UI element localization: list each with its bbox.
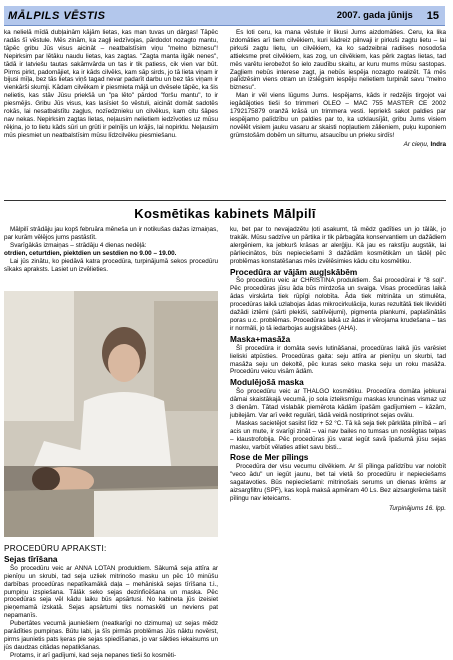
letter-column-left xyxy=(4,29,218,140)
procedure-text: Pubertātes vecumā jauniešiem (neatkarīgi no dzimuma) uz sejas mēdz parādīties pumpiņas. Būtu labi, ja šīs pirmās problēmas Jūs nāktu novērst, pirms jaunietis pats ķeras pie sejas spiedīšanas, jo var sākties iekaisums un jūs daudzas citādas nepatikšanas. xyxy=(4,620,218,651)
letter-column-right xyxy=(230,29,446,149)
signature-label: Ar cieņu, xyxy=(403,140,429,148)
intro-paragraph: Mālpilī strādāju jau kopš februāra mēneša un ir notikušas dažas izmaiņas, par kurām vēlējos jums pastāstīt. xyxy=(4,226,218,241)
procedure-title: Procedūra ar vājām augļskābēm xyxy=(230,266,358,277)
section-divider xyxy=(4,200,446,201)
procedure-text: Protams, ir arī gadījumi, kad seja nepanes tieši šo kosmēti- xyxy=(10,651,177,659)
procedure-text: ku, bet par to nevajadzētu ļoti asakumt, tā mēdz gadīties un jo tālāk, jo trakāk. Mūsu sadzīve un pārtika ir tik pārbagāta konservantiem un dažādiem alergēniem, ka jebkurš krāsas ar alerģiju. Kā jau es rakstīju augstāk, lai pārliecinātos, būs nepieciešami 3 dažādām kosmētikām un tādēļ pēc problēmas konstatēšanas mēs izvēlēsimies kādu citu kosmētiku. xyxy=(230,226,446,265)
intro-paragraph: Svarīgākās izmaiņas – strādāju 4 dienas nedēļā: xyxy=(10,241,147,249)
procedures-column xyxy=(4,541,218,660)
page-header xyxy=(4,6,445,26)
page-number: 15 xyxy=(426,9,439,22)
letter-paragraph: ka nelielā mīdā dubļainām kājām lietas, kas man tuvas un dārgas! Tāpēc radās šī vēstule. Mēs zinām, ka zagļi iedzīvojas, pārdodot nozagto mantu, tāpēc gribu Jūs visus aicināt – neatbalstīsim viņu "melno biznesu"! Nepirksim par lētāku naudu lietas, kas zagtas. "Zagta manta ilgāk nenes", tādā ir latviešu tautas sakāmvārda un tas ir tik patiess, cik vien var būt. Pirms pirkt, padomājiet, ka ir kāds cilvēks, kam sāp sirds, jo tā lieta viņam ir bijusi mīļa, bez tās lietas viņš tagad nevar padarīt darbu un bez tās viņam ir vienkārši skumji. Kādam cilvēkam ir piesmieta mājā un dvēsele tāpēc, ka šis nelietis, kas stāv Jūsu priekšā un "pa lēto" pārdod "foršu mantu", to ir piesmējis. Gribu Jūs visus, kas lasīsiet šo vēstuli, aicināt domāt sadotēs rokās, lai nesatbalstītu zagļus, nozīedznieku un cilvēkus, kam citu šāpes nav nekas. Nepirksim zagtas lietas, neļausim nelietiem iedzīvoties uz mūsu rēķina, jo to lietu kāds sūri un grūti ir pelnījis un krājis, lai nopirktu. Neļausim mūs piesmiet un neatbalstīsim mūsu līdzcilvēku piesmiešanu. xyxy=(4,29,219,139)
procedure-title: Sejas tīrīšana xyxy=(4,553,58,564)
cosmetician-photo xyxy=(4,291,218,537)
article-intro-column xyxy=(4,226,218,273)
procedure-title: Maska+masāža xyxy=(230,333,291,344)
procedure-text: Šī procedūra ir domāta sevis lutināšanai, procedūras laikā jūs varēsiet lieliski atpūsties. Procedūras gaita: seju attīra ar pienīņu un skurbi, tad masāža seju un dekoltē, pēc kuras seko maska seju un roku masāža. Procedūru veicu visām ādām. xyxy=(230,344,446,376)
procedure-text: Šo procedūru veic ar ANNA LOTAN produktiem. Sākumā seja attīra ar pienīņu un skrubi, tad seja uzliek mitrinošo masku un pēc 10 minūšu darbības procedūras nepatīkamākā daļa – mehāniskā sejas tīrīšana t.i., pumpiņu izspiešana. Tālāk seko sejas dezinficēšana un maska. Pēc procedūras seja vēl kādu laiku būs apsārtusi. No kabineta jūs izeisiet pieņemamā izskatā. Sejas apsārtumi tiks nomaskēti un neviens pat nepamanīs. xyxy=(4,564,218,620)
newspaper-title: MĀLPILS VĒSTIS xyxy=(8,9,106,22)
procedure-text: Šo procedūru veic ar THALGO kosmētiku. Procedūra domāta jebkurai dāmai skaistākajā vecumā, jo sola izteiksmīgu maskas kruncinas vismaz uz 3 dienām. Tātad vislabāk piemērota kādām īpašām gadījumiem – kāzām, jubilejām. Var arī veikt regulāri, tādā veidā nostiprinot sejas ovālu. xyxy=(230,388,446,419)
letter-paragraph: Man ir vēl viens lūgums Jums. Iespējams, kāds ir redzējis tirgojot vai iegādājoties tieši šo trimmeri OLEO – MAC 755 MASTER CE 2002 1792175879 oranžā krāsā un trimmera vesti. Iepriekš sakot paldies par iespējamo palīdzību un paldies par to, ka uzklausījāt, gribu Jums visiem novēlēt visiem jauku vasaru ar skaisti nopļautiem zālieniem, puķu kuponiem grūmstošām dobēm un siltumu, atsaucību un prieku sirdīs! xyxy=(230,92,446,139)
procedures-heading: PROCEDŪRU APRAKSTI: xyxy=(4,543,107,553)
procedures-column-right xyxy=(230,226,446,513)
procedure-title: Rose de Mer pīlings xyxy=(230,452,309,463)
procedure-text: Šo procedūru veic ar CHRISTINA produktiem. Šai procedūrai ir "8 soļi". Pēc procedūras jūsu āda būs mirdzoša un svaiga. Visas procedūras laikā ādas virskārta tiek rūpīgi nolobīta. Āda tiek mitrināta un stimulēta, procedūras laikā uzlabojas ādas mikrocirkulācija, kuras rezultātā tiek likvidēti dažādi iztēmi (sārti plekiši, sablīvējumi), pigmenta plankumi, paplašinātās poras u.c. problēmas. Procedūras laikā uz ādas ir vērojama krudešana – tas ir normāli, jo tā iedarbojas augļskābes (AHA). xyxy=(230,277,446,332)
article-headline: Kosmētikas kabinets Mālpilī xyxy=(134,206,316,221)
signature-name: Indra xyxy=(430,140,446,148)
procedure-title: Modulējošā maska xyxy=(230,377,304,388)
letter-paragraph: Es loti ceru, ka mana vēstule ir likusi Jums aizdomāties. Ceru, ka lika izdomāties arī tiem cilvēkiem, kuri kādreiz pilnvaji ir pirkuši zagtu lietu – lai pirkuši zagtu lietu, un cilvēkiem, ka ko sadzeibrai radiises nosodoša attieksme pret cilvēkiem, kas zog, un cilvēkiem, kas pērk zagtas lietas, tad mēs varētu ierobežot šo ielo zaudību skaitu, ar kuru mums mūsu sastopas. Zagļiem nebūs interese zagt, ja nebūs iespēja nozagto realizēt. Tā mēs palīdzēsim viens otram un izslēgsim iespēju nelietiem turpināt savu "melno biznesu". xyxy=(230,29,446,92)
letter-signature xyxy=(230,141,446,149)
photo-illustration xyxy=(4,291,218,537)
issue-date: 2007. gada jūnijs xyxy=(336,10,413,21)
continued-note: Turpinājums 16. lpp. xyxy=(388,504,446,512)
procedure-text: Maskas sacietējot sasilst līdz + 52 °C. Tā kā seja tiek pārklāta pilnībā – arī acis un mute, ir svarīgi zināt – vai nav bailes no tumsas un noslēgtas telpas – klaustrofobija. Pēc procedūras jūs varat iegūt savā īpašumā jūsu sejas masku, varbūt vēlaties atliet savu bisti... xyxy=(230,419,446,451)
working-hours: otrdien, ceturtdien, piektdien un sestdien no 9.00 – 19.00. xyxy=(4,249,177,257)
intro-paragraph: Lai jūs zinātu, ko piedāvā katra procedūra, turpinājumā sekos procedūru sīkaks apraksts. Lasiet un izvēlieties. xyxy=(4,257,218,273)
procedure-text: Procedūra der visu vecumu cilvēkiem. Ar šī pīlinga palīdzību var nolobīt "veco ādu" un iegūt jaunu, bet tai vietā šo procedūru ir nepieciešams sagatavoties. Būs nepieciešami: mitrinošais serums un dienas krēms ar aizsargfiltru (SPF), kas kopā maksā apmēram 40 Ls. Bez aizsargkrēma taisīt pīlingu nav ieteicams. xyxy=(230,463,446,502)
